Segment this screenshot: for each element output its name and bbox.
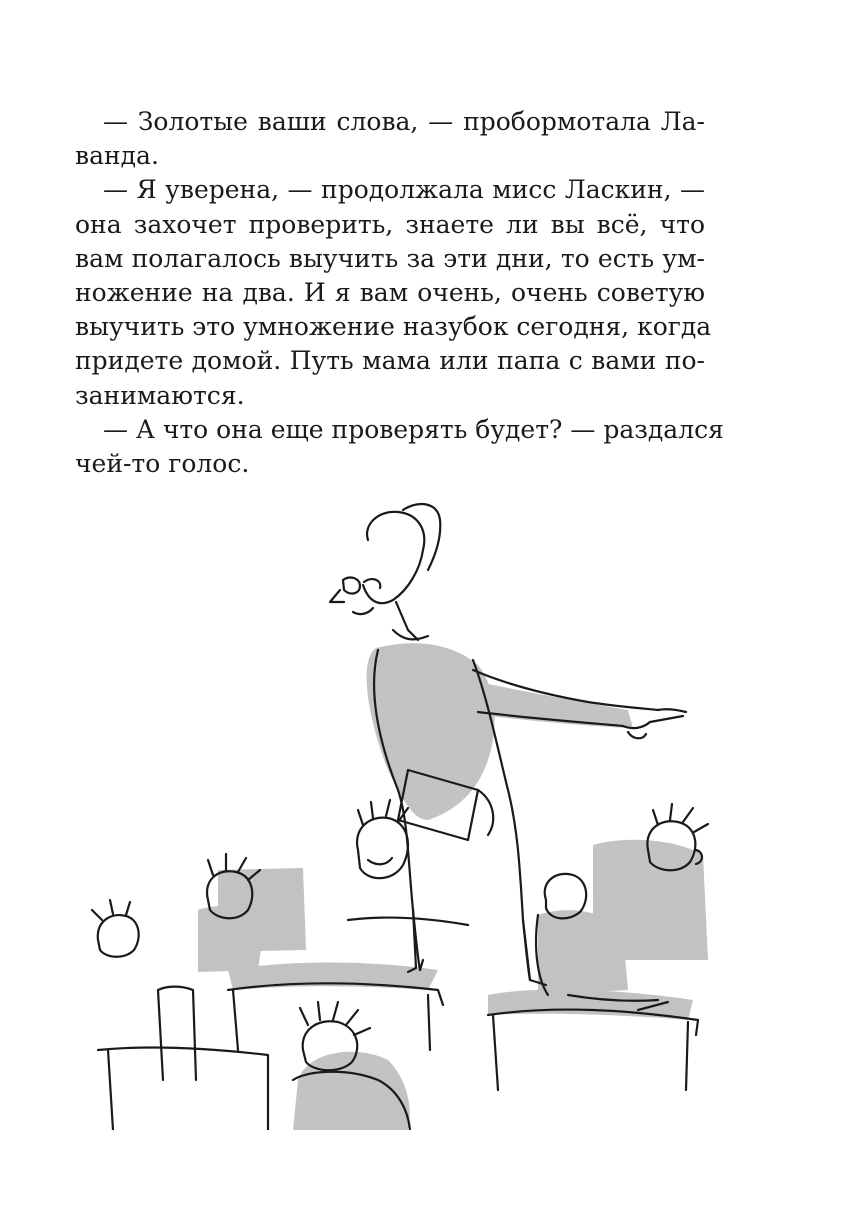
teacher-glasses xyxy=(343,578,380,594)
wash-shading xyxy=(198,643,708,1130)
ink-lines xyxy=(92,504,708,1130)
text-line: — Я уверена, — продолжала мисс Ласкин, — xyxy=(103,175,705,205)
text-line: вам полагалось выучить за эти дни, то есть ум- xyxy=(75,243,705,273)
pupil-center-smile xyxy=(368,858,392,864)
desk-right xyxy=(488,1010,698,1090)
desk-back xyxy=(348,918,468,925)
desk-left xyxy=(228,983,443,1050)
text-line: выучить это умножение назубок сегодня, когда xyxy=(75,312,712,342)
text-line: занимаются. xyxy=(75,380,245,410)
text-line: она захочет проверить, знаете ли вы всё, что xyxy=(75,209,705,239)
teacher-mouth xyxy=(353,608,373,614)
illustration-drawing xyxy=(68,490,728,1130)
classroom-illustration xyxy=(68,490,728,1130)
teacher-head xyxy=(363,512,424,603)
body-text xyxy=(75,105,724,481)
chair-back xyxy=(158,987,196,1080)
text-line: чей-то голос. xyxy=(75,448,250,478)
text-line: — А что она еще проверять будет? — раздался xyxy=(103,414,724,444)
teacher-nose xyxy=(330,590,344,602)
desk-front-left xyxy=(98,1048,268,1130)
pupil-front-hair xyxy=(300,1002,370,1035)
teacher-fingers xyxy=(628,732,646,738)
text-line: — Золотые ваши слова, — пробормотала Ла- xyxy=(103,107,705,136)
teacher-hand xyxy=(623,709,686,728)
pupil-far-right-hair xyxy=(653,804,708,832)
pupil-center-head xyxy=(357,818,408,879)
text-line: ножение на два. И я вам очень, очень советую xyxy=(75,277,705,307)
text-line: ванда. xyxy=(75,141,159,171)
teacher-hand-book xyxy=(478,790,493,835)
pupil-far-left-head xyxy=(98,915,139,957)
text-line: придете домой. Путь мама или папа с вами по- xyxy=(75,346,705,376)
